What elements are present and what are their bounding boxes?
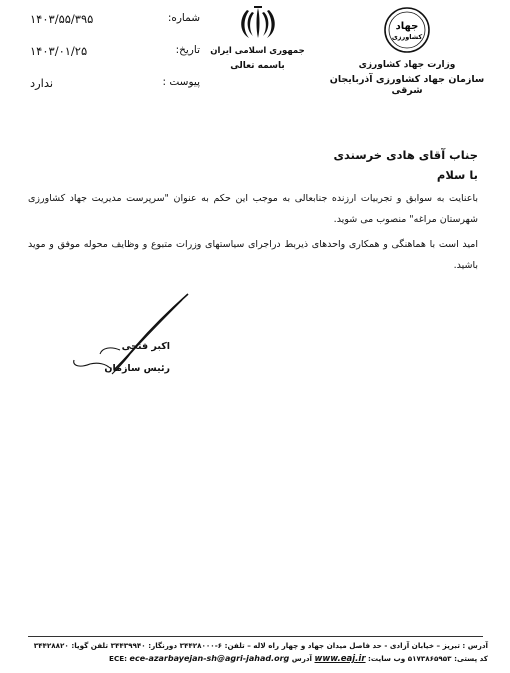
greeting: با سلام	[436, 168, 478, 182]
republic-name: جمهوری اسلامی ایران	[210, 46, 305, 56]
footer-contact	[18, 654, 488, 664]
logo-bottom-text: کشاورزی	[391, 33, 423, 41]
date-label: تاریخ:	[175, 44, 200, 56]
number-label: شماره:	[167, 12, 200, 24]
email-label: آدرس ECE:	[109, 654, 312, 663]
attachment-row	[30, 76, 200, 108]
bismillah-text: باسمه تعالی	[230, 61, 285, 71]
republic-header	[205, 6, 310, 71]
attachment-value: ندارد	[30, 76, 54, 90]
website-link[interactable]: www.eaj.ir	[314, 654, 366, 664]
attachment-label: پیوست :	[162, 76, 200, 88]
email-link[interactable]: ece-azarbayejan-sh@agri-jahad.org	[129, 654, 290, 663]
recipient: جناب آقای هادی خرسندی	[333, 148, 478, 162]
body-paragraph-2: امید است با هماهنگی و همکاری واحدهای ذیربط دراجرای سیاستهای وزرات متبوع و وظایف محوله موفق و موید باشید.	[28, 239, 478, 271]
footer-divider	[28, 636, 483, 637]
footer-address: آدرس : تبریز – خیابان آزادی - حد فاصل میدان جهاد و چهار راه لاله – تلفن: ۶-۳۴۴۲۸۰۰۰ دورنگار: ۳۴۴۳۹۹۴۰ تلفن گویا: ۳۴۴۲۸۸۲۰	[33, 641, 488, 650]
organization-name: سازمان جهاد کشاورزی آذربایجان شرقی	[329, 74, 485, 96]
signature-block	[70, 336, 170, 380]
iran-emblem-icon	[237, 6, 279, 40]
number-value: ۱۴۰۳/۵۵/۳۹۵	[30, 12, 94, 26]
letter-meta	[30, 12, 200, 108]
body-paragraph-1: باعنایت به سوابق و تجربیات ارزنده جنابعالی به موجب این حکم به عنوان "سرپرست مدیریت جهاد کشاورزی شهرستان مراغه" منصوب می شوید.	[28, 193, 478, 225]
logo-top-text: جهاد	[395, 21, 419, 32]
signer-title: رئیس سازمان	[104, 363, 170, 374]
date-value: ۱۴۰۳/۰۱/۲۵	[30, 44, 88, 58]
ministry-header	[322, 6, 492, 96]
ministry-name: وزارت جهاد کشاورزی	[358, 60, 456, 70]
postal-website-label: کد پستی: ۵۱۷۳۸۶۵۹۵۳ وب سایت:	[368, 654, 488, 663]
signer-name: اکبر فتحی	[121, 341, 170, 352]
jihad-logo-icon	[383, 6, 431, 54]
number-row	[30, 12, 200, 44]
date-row	[30, 44, 200, 76]
